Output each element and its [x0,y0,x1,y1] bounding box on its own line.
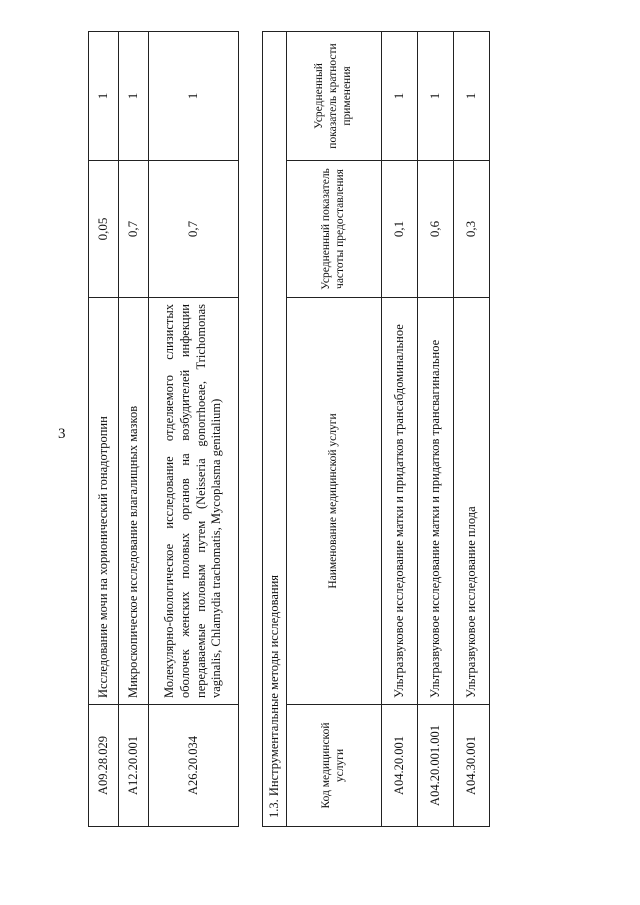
frequency-value: 0,1 [382,161,418,298]
service-code: A12.20.001 [119,705,149,827]
table-row [418,31,454,826]
lab-services-table [88,31,239,827]
multiplicity-value: 1 [149,32,239,161]
service-name: Исследование мочи на хорионический гонадотропин [89,298,119,705]
instrumental-methods-table [262,31,490,827]
service-code: A09.28.029 [89,705,119,827]
multiplicity-value: 1 [418,31,454,160]
header-multiplicity: Усредненный показатель кратности применения [287,31,382,160]
section-title-row [263,31,287,826]
table-row [119,32,149,827]
header-code: Код медицинской услуги [287,705,382,827]
multiplicity-value: 1 [382,31,418,160]
service-name: Ультразвуковое исследование матки и придатков трансабдоминальное [382,298,418,705]
table-row [89,32,119,827]
header-frequency: Усредненный показатель частоты предоставления [287,161,382,298]
service-code: A04.20.001 [382,705,418,827]
frequency-value: 0,6 [418,161,454,298]
frequency-value: 0,3 [454,161,490,298]
service-name: Молекулярно-биологическое исследование отделяемого слизистых оболочек женских половых органов на возбудителей инфекции передаваемые половым путем (Neisseria gonorrhoeae, Trichomonas vaginalis, Chlamydia trachomatis, Mycoplasma genitalium) [149,298,239,705]
service-name: Ультразвуковое исследование матки и придатков трансвагинальное [418,298,454,705]
service-code: A04.20.001.001 [418,705,454,827]
table-header [287,31,382,826]
table-row [382,31,418,826]
service-code: A04.30.001 [454,705,490,827]
multiplicity-value: 1 [119,32,149,161]
frequency-value: 0,7 [119,161,149,298]
service-name: Ультразвуковое исследование плода [454,298,490,705]
service-name: Микроскопическое исследование влагалищных мазков [119,298,149,705]
multiplicity-value: 1 [454,31,490,160]
frequency-value: 0,7 [149,161,239,298]
section-title: 1.3. Инструментальные методы исследования [263,31,287,826]
service-code: A26.20.034 [149,705,239,827]
multiplicity-value: 1 [89,32,119,161]
table-row [454,31,490,826]
table-row [149,32,239,827]
header-name: Наименование медицинской услуги [287,298,382,705]
frequency-value: 0,05 [89,161,119,298]
page-number: 3 [58,426,66,442]
